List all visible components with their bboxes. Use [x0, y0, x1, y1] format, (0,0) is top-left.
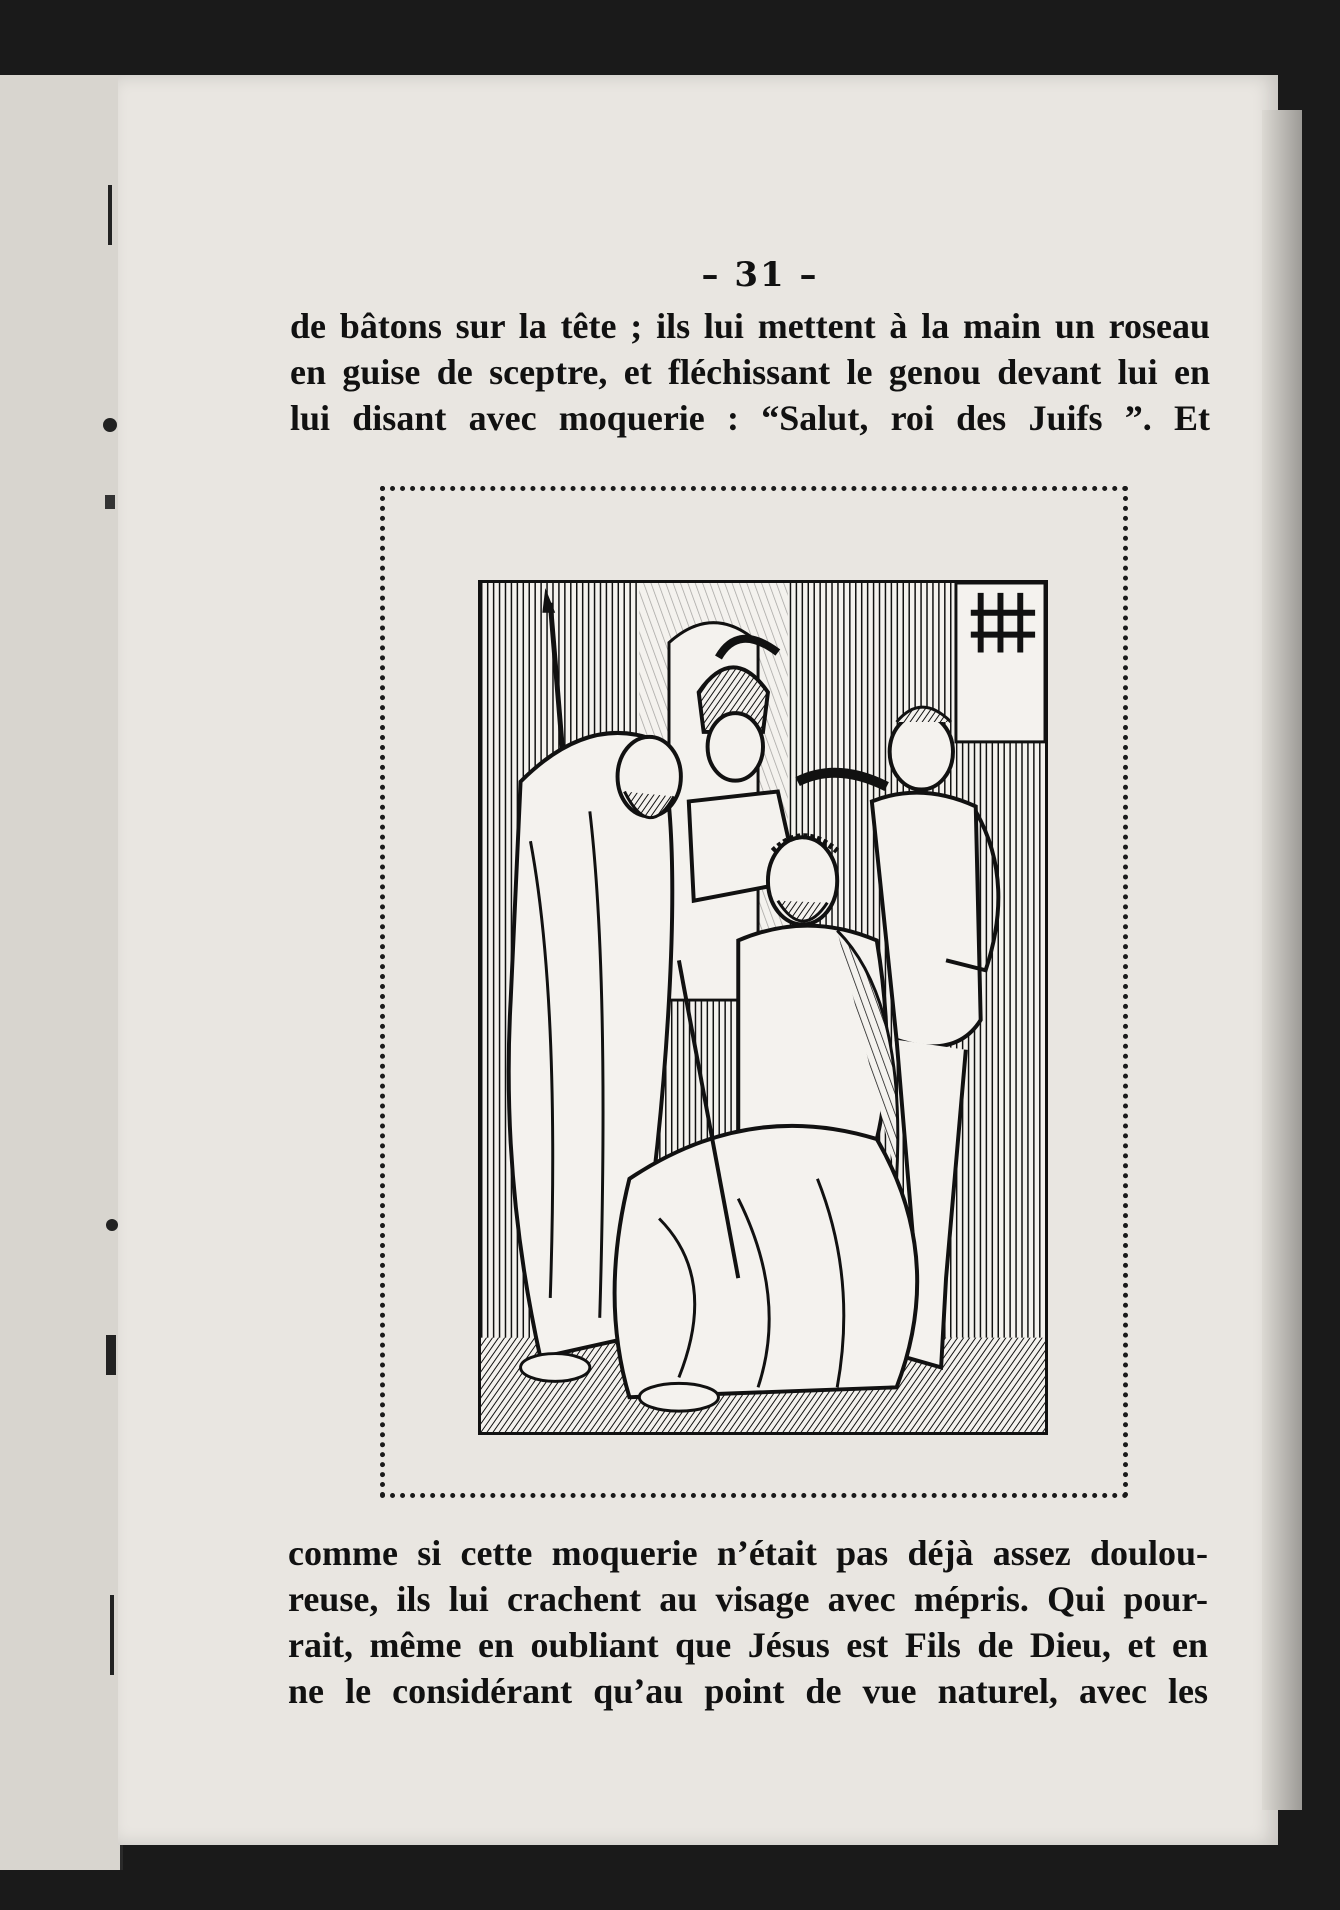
- text-line: comme si cette moquerie n’était pas déjà assez doulou-: [288, 1533, 1208, 1573]
- text-line: de bâtons sur la tête ; ils lui mettent à la main un roseau: [290, 306, 1210, 346]
- text-line: reuse, ils lui crachent au visage avec mépris. Qui pour-: [288, 1579, 1208, 1619]
- illustration: [478, 580, 1048, 1435]
- text-line: ne le considérant qu’au point de vue naturel, avec les: [288, 1671, 1208, 1711]
- text-line: lui disant avec moquerie : “Salut, roi des Juifs ”. Et: [290, 398, 1210, 438]
- paragraph-bottom: [288, 1530, 1208, 1714]
- engraving-crowning-with-thorns-icon: [481, 583, 1045, 1432]
- paragraph-top: [290, 303, 1210, 441]
- page-number: – 31 –: [701, 255, 819, 295]
- page-fold-shadow: [1262, 110, 1302, 1810]
- text-line: en guise de sceptre, et fléchissant le genou devant lui en: [290, 352, 1210, 392]
- text-line: rait, même en oubliant que Jésus est Fils de Dieu, et en: [288, 1625, 1208, 1665]
